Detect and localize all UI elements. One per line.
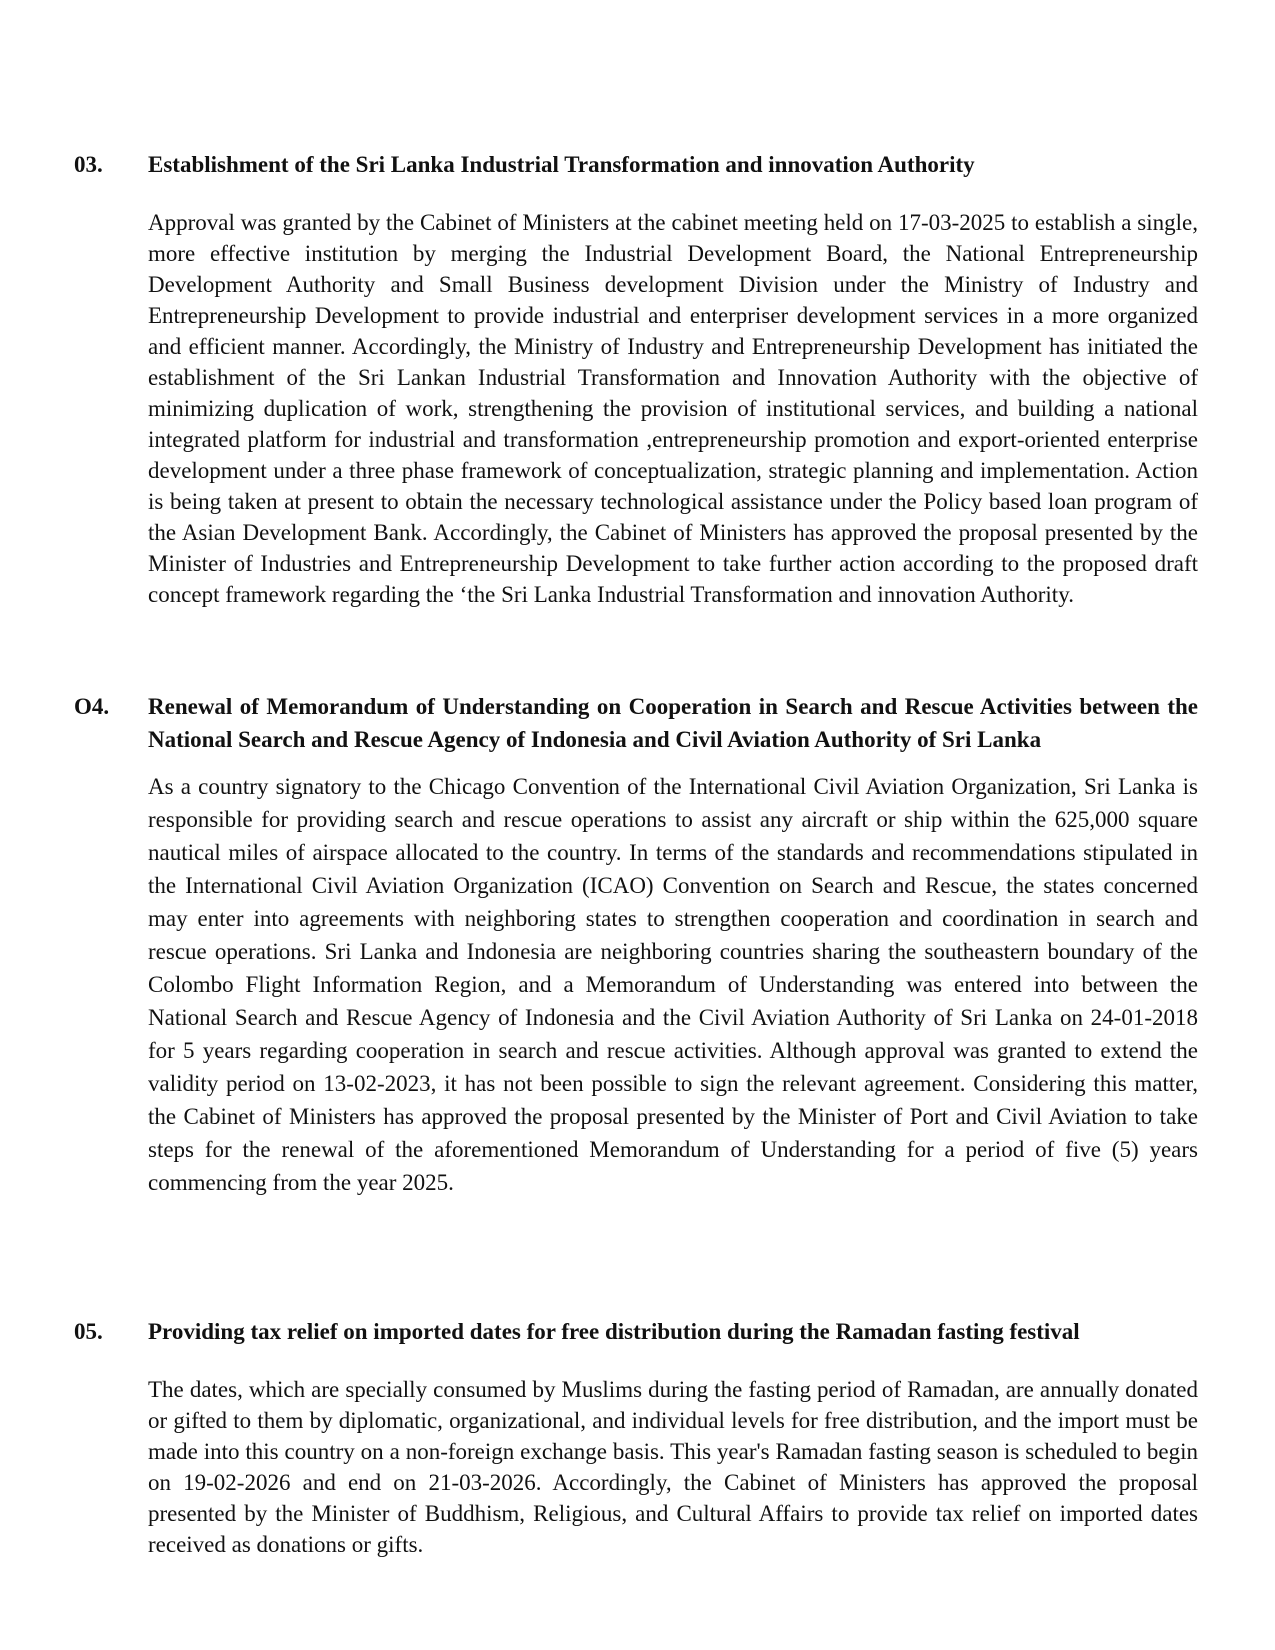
section-body: The dates, which are specially consumed by Muslims during the fasting period of Ramadan, are annually donated or gifted to them by diplomatic, organizational, and individual levels for free distribution, and the import must be made into this country on a non-foreign exchange basis. This year's Ramadan fasting season is scheduled to begin on 19-02-2026 and end on 21-03-2026. Accordingly, the Cabinet of Ministers has approved the proposal presented by the Minister of Buddhism, Religious, and Cultural Affairs to provide tax relief on imported dates received as donations or gifts. [148,1377,1198,1557]
section-number: O4. [74,694,110,719]
section-04 [74,690,1198,1199]
section-03 [74,148,1198,610]
section-title: Establishment of the Sri Lanka Industrial Transformation and innovation Authority [148,152,975,177]
section-number: 05. [74,1319,103,1344]
section-title: Providing tax relief on imported dates for free distribution during the Ramadan fasting festival [148,1319,1080,1344]
section-number: 03. [74,152,103,177]
section-body: Approval was granted by the Cabinet of Ministers at the cabinet meeting held on 17-03-2025 to establish a single, more effective institution by merging the Industrial Development Board, the National Entrepreneurship Development Authority and Small Business development Division under the Ministry of Industry and Entrepreneurship Development to provide industrial and enterpriser development services in a more organized and efficient manner. Accordingly, the Ministry of Industry and Entrepreneurship Development has initiated the establishment of the Sri Lankan Industrial Transformation and Innovation Authority with the objective of minimizing duplication of work, strengthening the provision of institutional services, and building a national integrated platform for industrial and transformation ,entrepreneurship promotion and export-oriented enterprise development under a three phase framework of conceptualization, strategic planning and implementation. Action is being taken at present to obtain the necessary technological assistance under the Policy based loan program of the Asian Development Bank. Accordingly, the Cabinet of Ministers has approved the proposal presented by the Minister of Industries and Entrepreneurship Development to take further action according to the proposed draft concept framework regarding the ‘the Sri Lanka Industrial Transformation and innovation Authority. [148,210,1198,607]
section-body: As a country signatory to the Chicago Convention of the International Civil Aviation Organization, Sri Lanka is responsible for providing search and rescue operations to assist any aircraft or ship within the 625,000 square nautical miles of airspace allocated to the country. In terms of the standards and recommendations stipulated in the International Civil Aviation Organization (ICAO) Convention on Search and Rescue, the states concerned may enter into agreements with neighboring states to strengthen cooperation and coordination in search and rescue operations. Sri Lanka and Indonesia are neighboring countries sharing the southeastern boundary of the Colombo Flight Information Region, and a Memorandum of Understanding was entered into between the National Search and Rescue Agency of Indonesia and the Civil Aviation Authority of Sri Lanka on 24-01-2018 for 5 years regarding cooperation in search and rescue activities. Although approval was granted to extend the validity period on 13-02-2023, it has not been possible to sign the relevant agreement. Considering this matter, the Cabinet of Ministers has approved the proposal presented by the Minister of Port and Civil Aviation to take steps for the renewal of the aforementioned Memorandum of Understanding for a period of five (5) years commencing from the year 2025. [148,774,1198,1195]
section-05 [74,1315,1198,1560]
section-title: Renewal of Memorandum of Understanding on Cooperation in Search and Rescue Activities between the National Search and Rescue Agency of Indonesia and Civil Aviation Authority of Sri Lanka [148,694,1198,752]
